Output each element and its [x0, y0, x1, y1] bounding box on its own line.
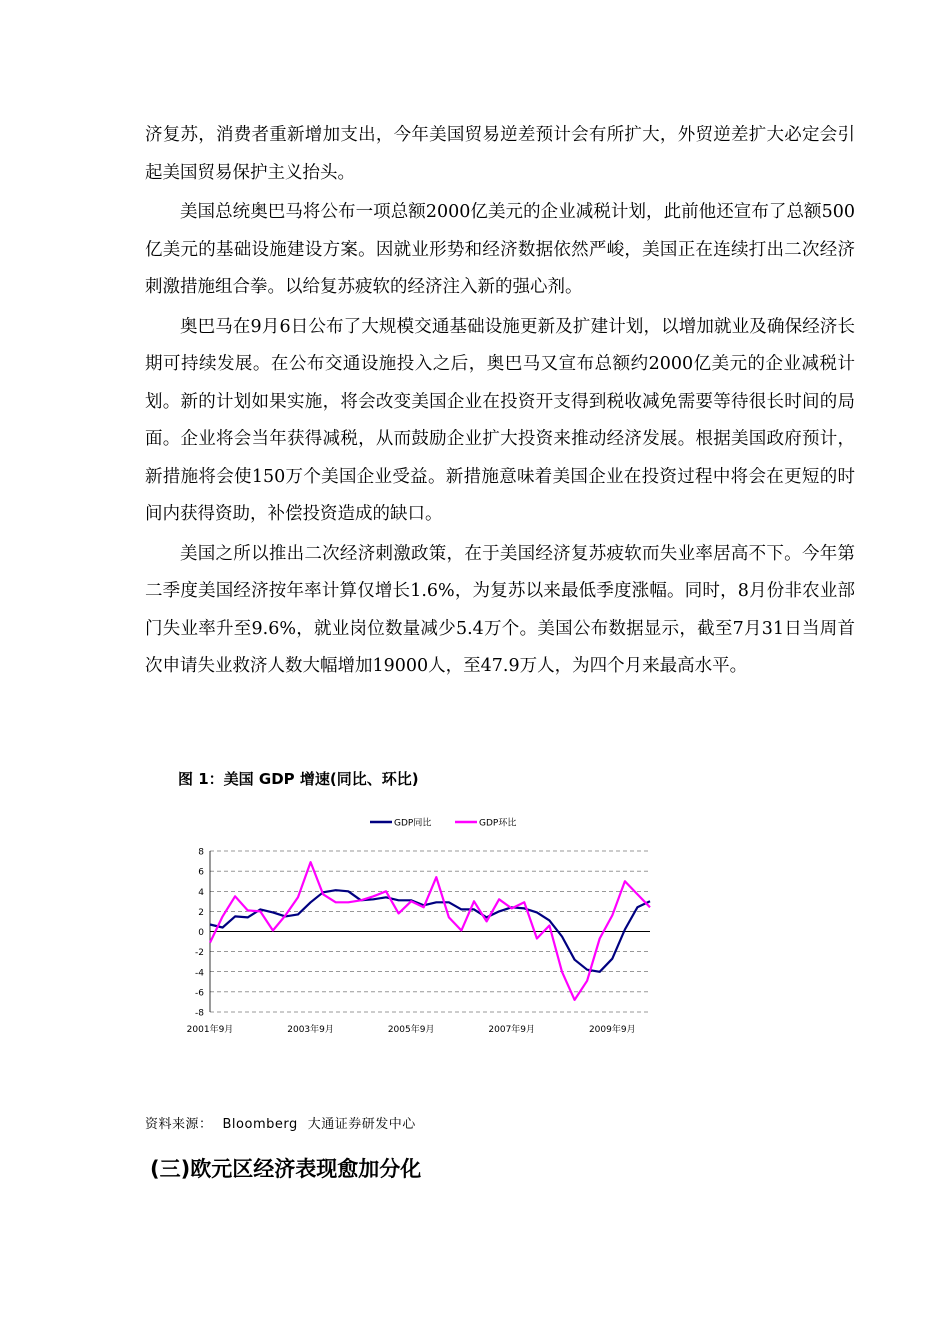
chart-legend: [370, 817, 516, 829]
x-tick-label: 2005年9月: [387, 1025, 435, 1035]
source-org-bloomberg: Bloomberg: [222, 1117, 298, 1132]
paragraph-2: 美国总统奥巴马将公布一项总额2000亿美元的企业减税计划，此前他还宣布了总额500亿美元的基础设施建设方案。因就业形势和经济数据依然严峻，美国正在连续打出二次经济刺激措施组合拳。以给复苏疲软的经济注入新的强心剂。: [145, 202, 855, 297]
legend-label: GDP同比: [394, 818, 432, 829]
source-label: 资料来源：: [145, 1117, 213, 1132]
x-tick-label: 2009年9月: [588, 1025, 636, 1035]
y-tick-label: -2: [195, 948, 204, 959]
x-tick-label: 2003年9月: [287, 1025, 334, 1035]
gdp-chart: [180, 808, 660, 1048]
y-tick-label: -6: [195, 988, 204, 999]
y-tick-label: 4: [198, 887, 204, 898]
y-tick-label: 2: [198, 907, 204, 918]
source-note: [145, 1113, 416, 1132]
x-axis: [187, 1023, 636, 1035]
y-tick-label: -4: [195, 968, 204, 979]
paragraph-4: 美国之所以推出二次经济刺激政策，在于美国经济复苏疲软而失业率居高不下。今年第二季度美国经济按年率计算仅增长1.6%，为复苏以来最低季度涨幅。同时，8月份非农业部门失业率升至9.6%，就业岗位数量减少5.4万个。美国公布数据显示，截至7月31日当周首次申请失业救济人数大幅增加19000人，至47.9万人，为四个月来最高水平。: [145, 543, 855, 676]
paragraph-1: 济复苏，消费者重新增加支出，今年美国贸易逆差预计会有所扩大，外贸逆差扩大必定会引起美国贸易保护主义抬头。: [145, 125, 855, 183]
y-tick-label: 0: [198, 928, 204, 938]
body-text: [145, 117, 855, 686]
paragraph-3: 奥巴马在9月6日公布了大规模交通基础设施更新及扩建计划，以增加就业及确保经济长期可持续发展。在公布交通设施投入之后，奥巴马又宣布总额约2000亿美元的企业减税计划。新的计划如果实施，将会改变美国企业在投资开支得到税收减免需要等待很长时间的局面。企业将会当年获得减税，从而鼓励企业扩大投资来推动经济发展。根据美国政府预计，新措施将会使150万个美国企业受益。新措施意味着美国企业在投资过程中将会在更短的时间内获得资助，补偿投资造成的缺口。: [145, 316, 855, 524]
figure-title: 图 1：美国 GDP 增速(同比、环比): [178, 770, 419, 788]
legend-label: GDP环比: [479, 818, 517, 829]
chart-grid: [210, 851, 650, 1012]
y-tick-label: -8: [195, 1008, 204, 1019]
x-tick-label: 2001年9月: [186, 1025, 234, 1035]
x-tick-label: 2007年9月: [488, 1025, 536, 1035]
y-tick-label: 8: [198, 847, 204, 858]
y-tick-label: 6: [198, 867, 204, 878]
gdp-chart-svg: [180, 808, 660, 1048]
section-heading: (三)欧元区经济表现愈加分化: [150, 1157, 422, 1181]
source-org-datong: 大通证券研发中心: [307, 1117, 416, 1132]
y-axis: [195, 848, 210, 1019]
